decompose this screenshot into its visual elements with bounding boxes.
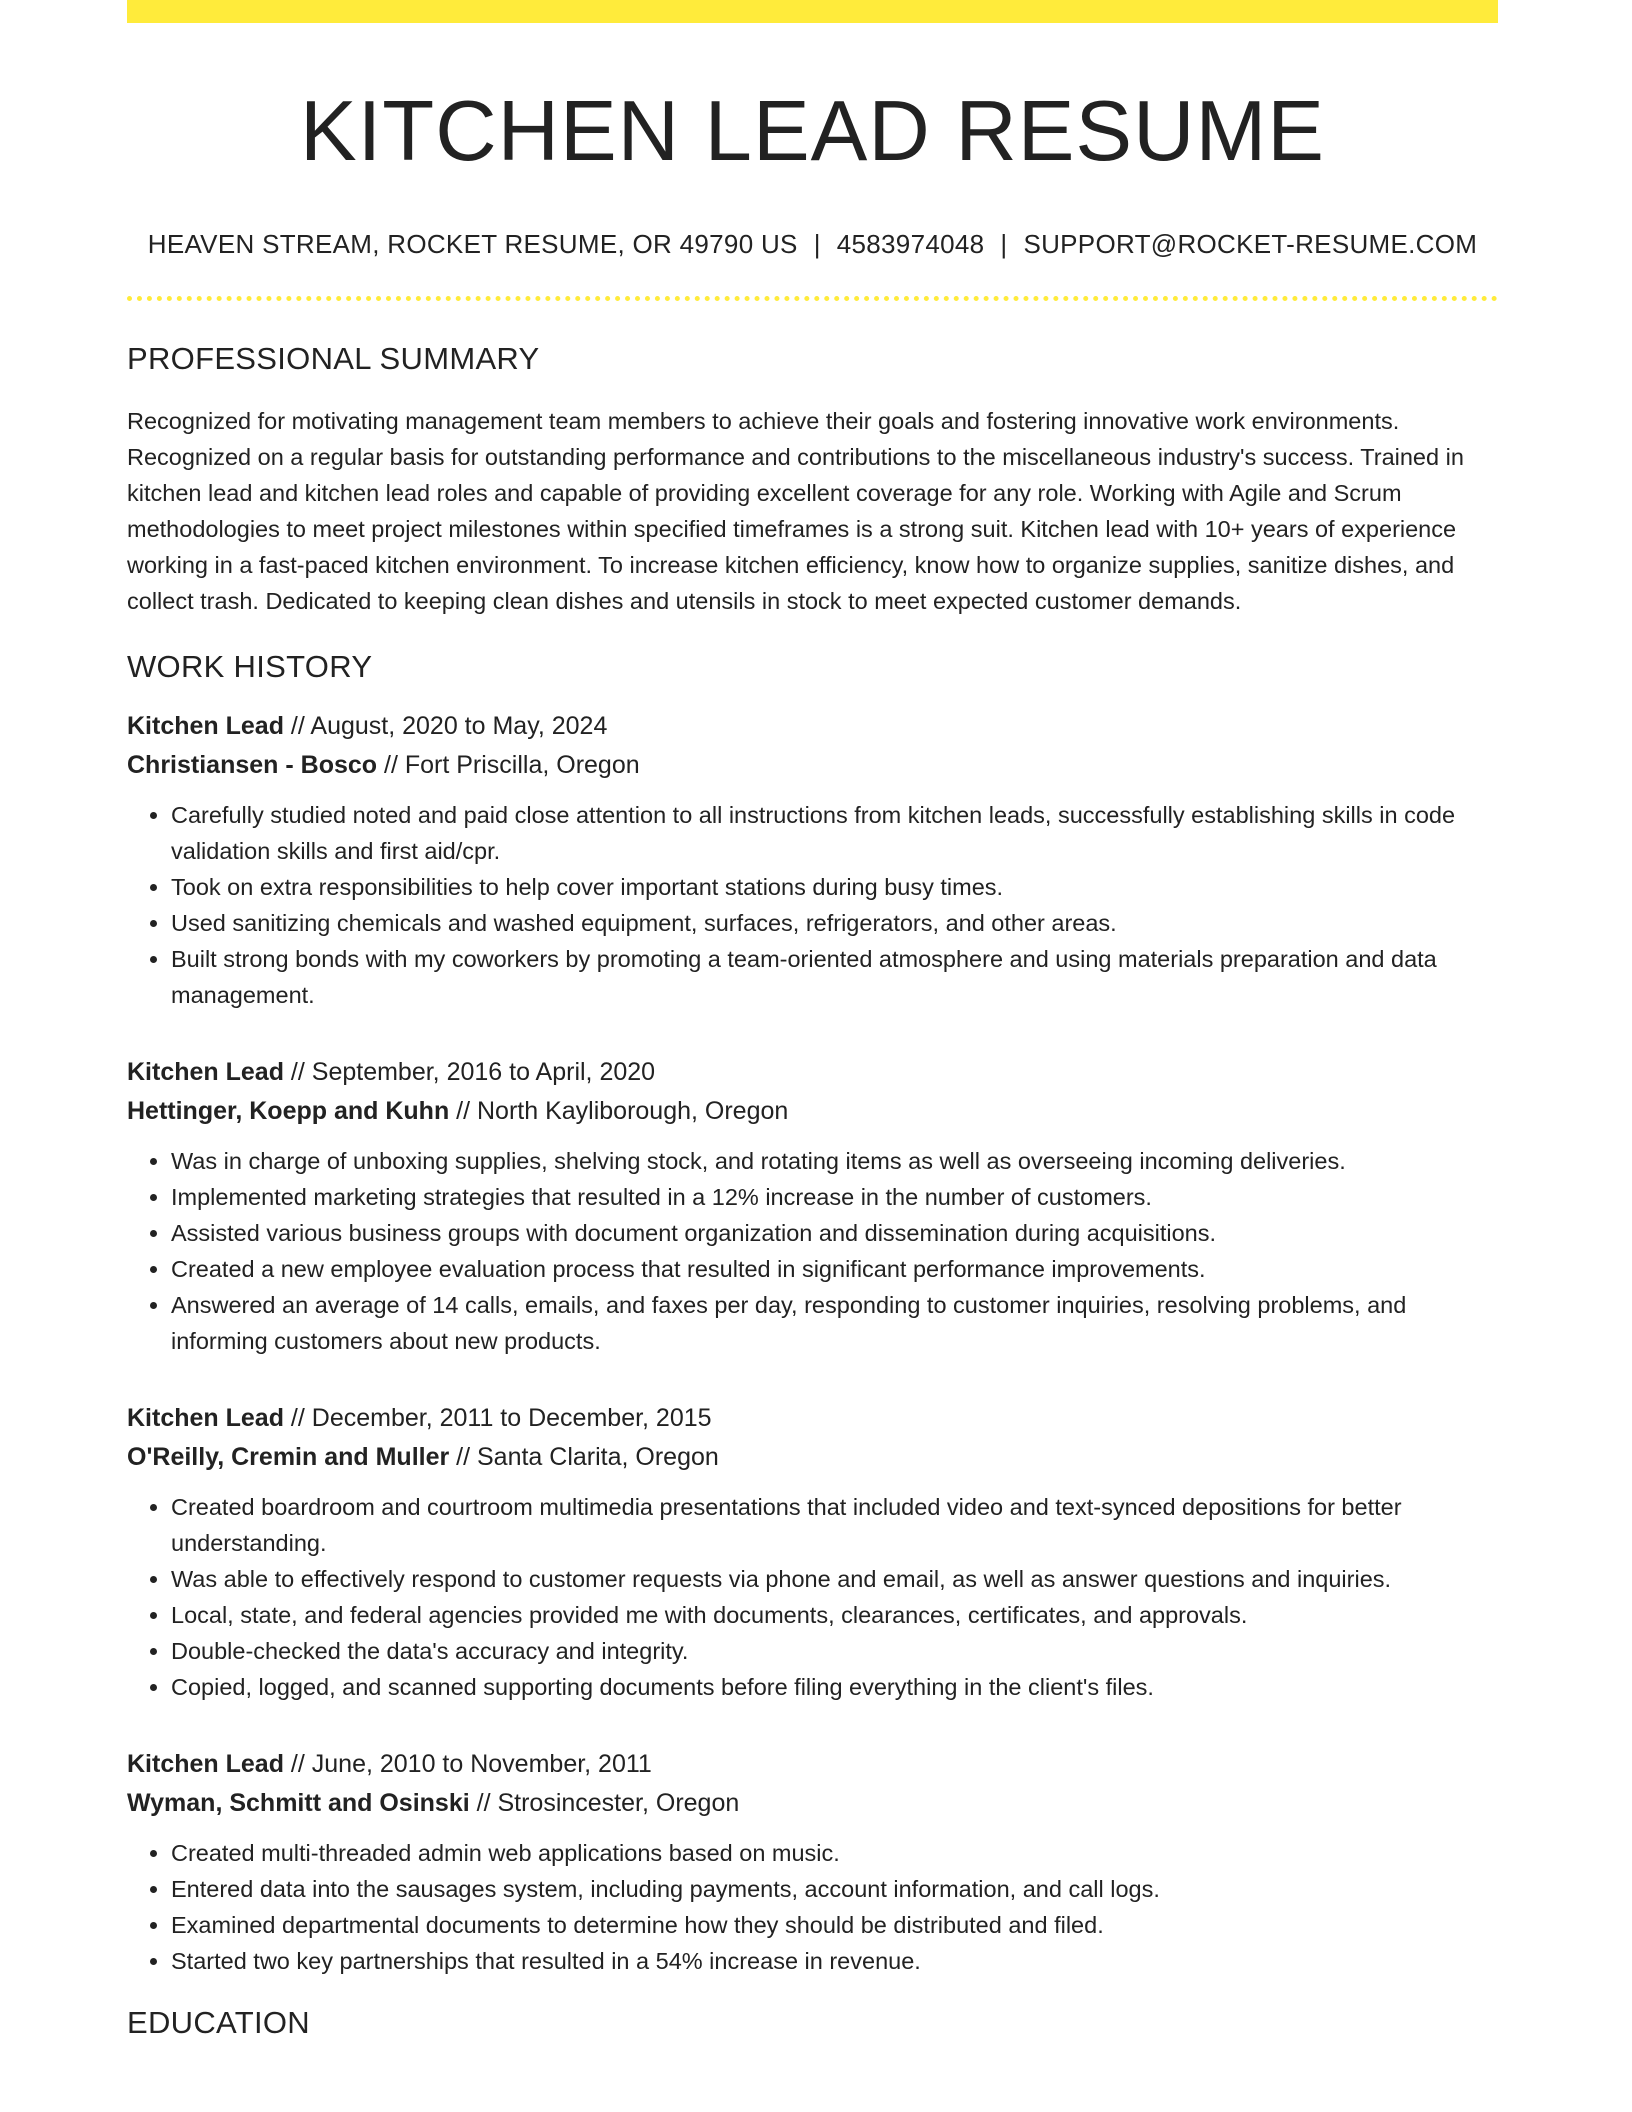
job-company-line: [127, 1092, 1498, 1131]
contact-phone: 4583974048: [836, 228, 985, 259]
job-role-line: [127, 1745, 1498, 1784]
job-bullet: • Assisted various business groups with document organization and dissemination during acquisitions.: [171, 1215, 1498, 1251]
resume-page: [127, 0, 1498, 2041]
job-role: Kitchen Lead: [127, 1403, 284, 1432]
summary-text: Recognized for motivating management team members to achieve their goals and fostering innovative work environments. Recognized on a regular basis for outstanding performance and contributions to the miscellaneous industry's success. Trained in kitchen lead and kitchen lead roles and capable of providing excellent coverage for any role. Working with Agile and Scrum methodologies to meet project milestones within specified timeframes is a strong suit. Kitchen lead with 10+ years of experience working in a fast-paced kitchen environment. To increase kitchen efficiency, know how to organize supplies, sanitize dishes, and collect trash. Dedicated to keeping clean dishes and utensils in stock to meet expected customer demands.: [127, 407, 1464, 614]
job-role: Kitchen Lead: [127, 1749, 284, 1778]
job-location: // North Kayliborough, Oregon: [449, 1096, 789, 1125]
job-bullet: • Was able to effectively respond to customer requests via phone and email, as well as answer questions and inquiries.: [171, 1561, 1498, 1597]
contact-separator: |: [813, 228, 821, 259]
contact-line: [127, 229, 1498, 260]
job-bullet: • Entered data into the sausages system, including payments, account information, and call logs.: [171, 1871, 1498, 1907]
job-company: Wyman, Schmitt and Osinski: [127, 1788, 470, 1817]
job-bullet: • Used sanitizing chemicals and washed equipment, surfaces, refrigerators, and other areas.: [171, 905, 1498, 941]
job-dates: // December, 2011 to December, 2015: [283, 1403, 712, 1432]
job-dates: // August, 2020 to May, 2024: [283, 711, 608, 740]
job-bullet: • Built strong bonds with my coworkers by promoting a team-oriented atmosphere and using materials preparation and data management.: [171, 941, 1498, 1013]
job-entry: [127, 1399, 1498, 1705]
job-dates: // June, 2010 to November, 2011: [283, 1749, 652, 1778]
job-role: Kitchen Lead: [127, 1057, 284, 1086]
job-bullet: • Examined departmental documents to determine how they should be distributed and filed.: [171, 1907, 1498, 1943]
job-role-line: [127, 1399, 1498, 1438]
contact-separator: |: [1000, 228, 1008, 259]
job-entry: [127, 1745, 1498, 1979]
job-bullets: [127, 1835, 1498, 1979]
job-bullets: [127, 1143, 1498, 1359]
job-bullet: • Created multi-threaded admin web applications based on music.: [171, 1835, 1498, 1871]
job-bullet: • Copied, logged, and scanned supporting documents before filing everything in the client's files.: [171, 1669, 1498, 1705]
dotted-divider: [127, 296, 1498, 301]
resume-title: KITCHEN LEAD RESUME: [299, 84, 1325, 179]
job-bullet: • Took on extra responsibilities to help cover important stations during busy times.: [171, 869, 1498, 905]
job-bullet: • Implemented marketing strategies that resulted in a 12% increase in the number of customers.: [171, 1179, 1498, 1215]
job-location: // Fort Priscilla, Oregon: [377, 750, 640, 779]
job-company: O'Reilly, Cremin and Muller: [127, 1442, 450, 1471]
summary-heading: PROFESSIONAL SUMMARY: [127, 340, 540, 376]
job-bullet: • Created a new employee evaluation process that resulted in significant performance improvements.: [171, 1251, 1498, 1287]
job-bullet: • Answered an average of 14 calls, emails, and faxes per day, responding to customer inquiries, resolving problems, and informing customers about new products.: [171, 1287, 1498, 1359]
job-location: // Strosincester, Oregon: [469, 1788, 740, 1817]
job-bullet: • Carefully studied noted and paid close attention to all instructions from kitchen leads, successfully establishing skills in code validation skills and first aid/cpr.: [171, 797, 1498, 869]
job-company-line: [127, 746, 1498, 785]
job-role-line: [127, 707, 1498, 746]
education-heading: EDUCATION: [127, 2004, 310, 2040]
job-bullet: • Started two key partnerships that resulted in a 54% increase in revenue.: [171, 1943, 1498, 1979]
job-company-line: [127, 1784, 1498, 1823]
job-entry: [127, 707, 1498, 1013]
job-company: Hettinger, Koepp and Kuhn: [127, 1096, 450, 1125]
job-location: // Santa Clarita, Oregon: [449, 1442, 719, 1471]
job-bullets: [127, 797, 1498, 1013]
job-bullets: [127, 1489, 1498, 1705]
job-bullet: • Local, state, and federal agencies provided me with documents, clearances, certificates, and approvals.: [171, 1597, 1498, 1633]
job-bullet: • Was in charge of unboxing supplies, shelving stock, and rotating items as well as overseeing incoming deliveries.: [171, 1143, 1498, 1179]
job-company: Christiansen - Bosco: [127, 750, 378, 779]
job-role: Kitchen Lead: [127, 711, 284, 740]
accent-top-bar: [127, 0, 1498, 23]
contact-address: HEAVEN STREAM, ROCKET RESUME, OR 49790 US: [147, 228, 798, 259]
job-bullet: • Created boardroom and courtroom multimedia presentations that included video and text-synced depositions for better understanding.: [171, 1489, 1498, 1561]
contact-email: SUPPORT@ROCKET-RESUME.COM: [1023, 228, 1478, 259]
job-role-line: [127, 1053, 1498, 1092]
work-history-heading: WORK HISTORY: [127, 648, 373, 684]
job-dates: // September, 2016 to April, 2020: [283, 1057, 656, 1086]
job-company-line: [127, 1438, 1498, 1477]
job-bullet: • Double-checked the data's accuracy and integrity.: [171, 1633, 1498, 1669]
job-entry: [127, 1053, 1498, 1359]
